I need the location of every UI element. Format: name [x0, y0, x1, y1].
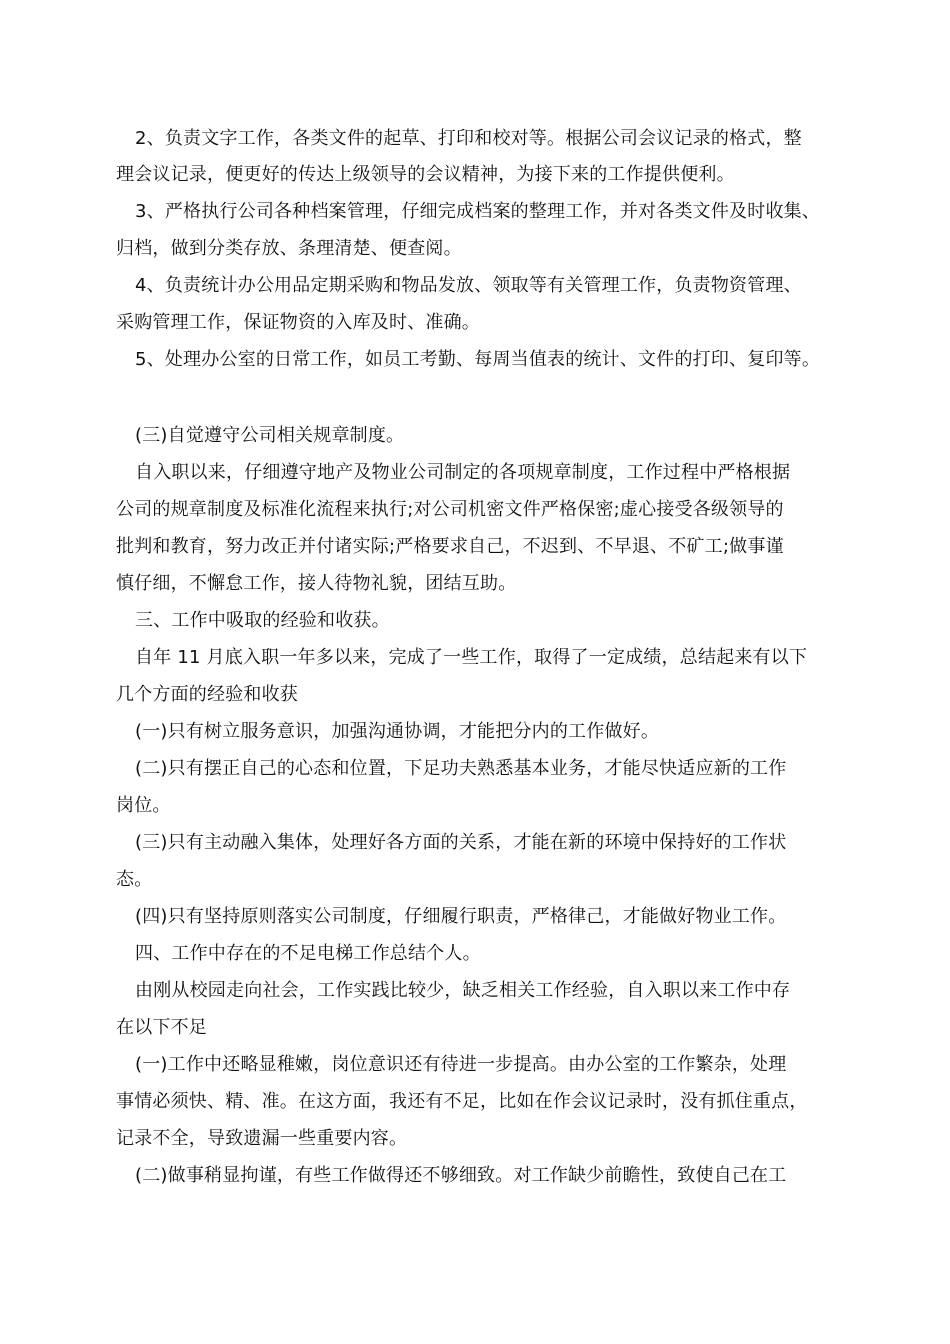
text-line: 2、负责文字工作，各类文件的起草、打印和校对等。根据公司会议记录的格式，整	[135, 128, 802, 149]
text-line: 自年 11 月底入职一年多以来，完成了一些工作，取得了一定成绩，总结起来有以下	[135, 647, 808, 668]
text-line: (二)做事稍显拘谨，有些工作做得还不够细致。对工作缺少前瞻性，致使自己在工	[135, 1165, 787, 1186]
text-line: 批判和教育，努力改正并付诸实际;严格要求自己，不迟到、不早退、不矿工;做事谨	[116, 536, 784, 557]
text-line: (四)只有坚持原则落实公司制度，仔细履行职责，严格律己，才能做好物业工作。	[135, 906, 787, 927]
text-line: 几个方面的经验和收获	[116, 684, 298, 705]
text-line: (一)只有树立服务意识，加强沟通协调，才能把分内的工作做好。	[135, 721, 660, 742]
text-line: (二)只有摆正自己的心态和位置，下足功夫熟悉基本业务，才能尽快适应新的工作	[135, 758, 787, 779]
text-line: 记录不全，导致遗漏一些重要内容。	[116, 1128, 408, 1149]
text-line: (一)工作中还略显稚嫩，岗位意识还有待进一步提高。由办公室的工作繁杂，处理	[135, 1054, 787, 1075]
text-line: 态。	[116, 869, 153, 890]
text-line: 慎仔细，不懈怠工作，接人待物礼貌，团结互助。	[116, 573, 517, 594]
text-line: 公司的规章制度及标准化流程来执行;对公司机密文件严格保密;虚心接受各级领导的	[116, 499, 784, 520]
text-line: 岗位。	[116, 795, 171, 816]
text-line: 理会议记录，便更好的传达上级领导的会议精神，为接下来的工作提供便利。	[116, 164, 735, 185]
text-line: 在以下不足	[116, 1017, 207, 1038]
text-line: 3、严格执行公司各种档案管理，仔细完成档案的整理工作，并对各类文件及时收集、	[135, 201, 821, 222]
section-heading: (三)自觉遵守公司相关规章制度。	[135, 425, 405, 446]
text-line: 4、负责统计办公用品定期采购和物品发放、领取等有关管理工作，负责物资管理、	[135, 275, 802, 296]
section-heading: 四、工作中存在的不足电梯工作总结个人。	[135, 943, 481, 964]
text-line: 自入职以来，仔细遵守地产及物业公司制定的各项规章制度，工作过程中严格根据	[135, 462, 791, 483]
text-line: 由刚从校园走向社会，工作实践比较少，缺乏相关工作经验，自入职以来工作中存	[135, 980, 791, 1001]
text-line: 采购管理工作，保证物资的入库及时、准确。	[116, 312, 480, 333]
text-line: (三)只有主动融入集体，处理好各方面的关系，才能在新的环境中保持好的工作状	[135, 832, 787, 853]
text-line: 5、处理办公室的日常工作，如员工考勤、每周当值表的统计、文件的打印、复印等。	[135, 349, 821, 370]
text-line: 事情必须快、精、准。在这方面，我还有不足，比如在作会议记录时，没有抓住重点，	[116, 1091, 808, 1112]
section-heading: 三、工作中吸取的经验和收获。	[135, 610, 390, 631]
text-line: 归档，做到分类存放、条理清楚、便查阅。	[116, 238, 462, 259]
